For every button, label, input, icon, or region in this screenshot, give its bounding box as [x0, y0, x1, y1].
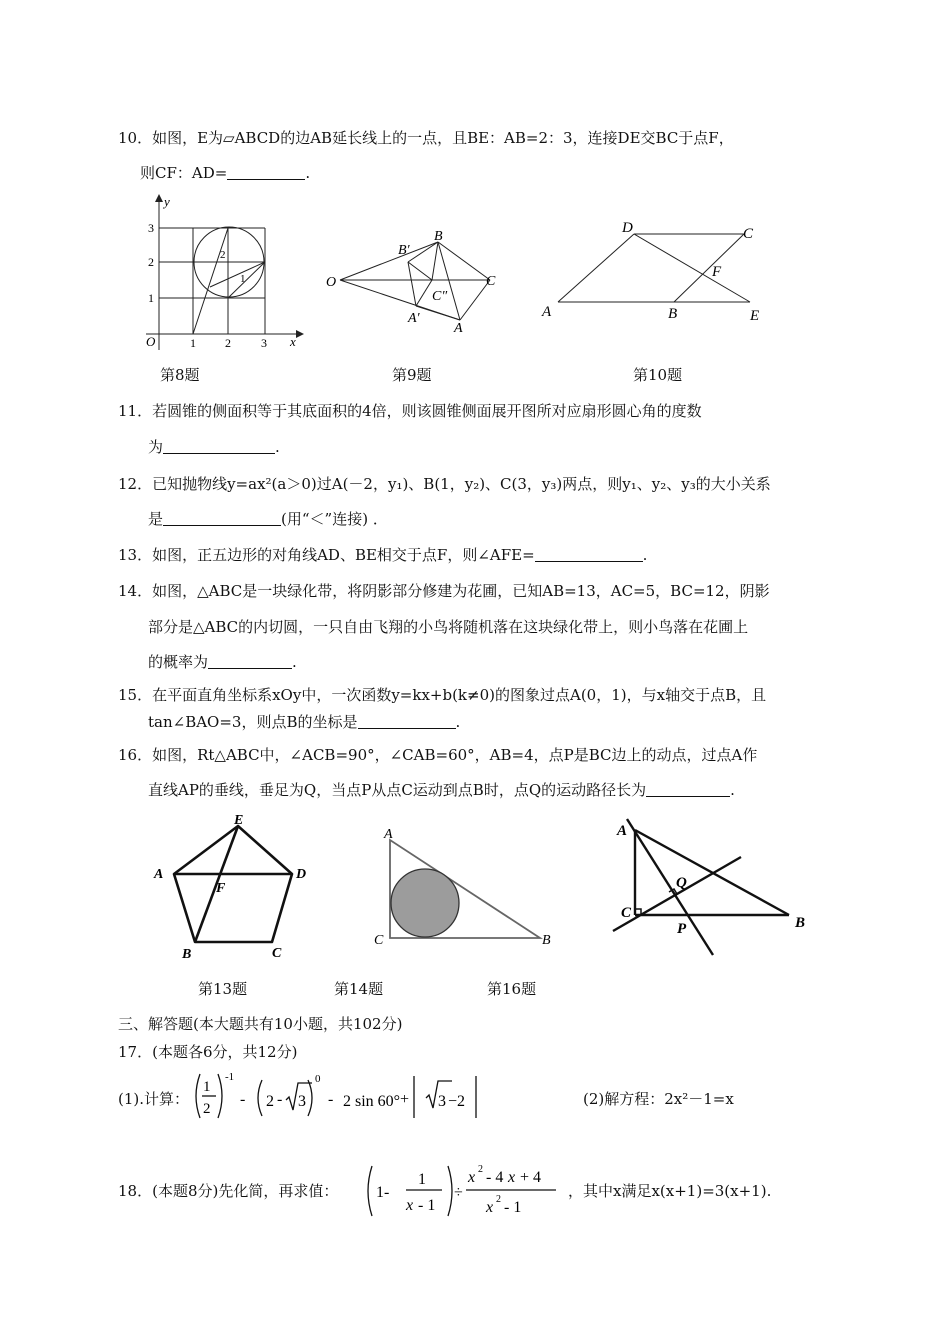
svg-text:2 sin 60°: 2 sin 60°	[343, 1093, 401, 1110]
fig16-P: P	[677, 921, 687, 937]
q12-line1: 12．已知抛物线y=ax²(a＞0)过A(－2，y₁)、B(1，y₂)、C(3，y₃)两点，则y₁、y₂、y₃的大小关系	[118, 475, 771, 493]
q14-answer-blank	[208, 654, 292, 669]
figure-13	[150, 812, 320, 962]
q16-prompt: 直线AP的垂线，垂足为Q，当点P从点C运动到点B时，点Q的运动路径长为	[148, 781, 647, 799]
fig9-C-double-prime: C″	[432, 289, 448, 304]
svg-text:1: 1	[418, 1171, 426, 1188]
q13-answer-blank	[535, 547, 643, 562]
q13-line1	[118, 545, 647, 565]
caption-fig8: 第8题	[160, 366, 200, 384]
fig16-Q: Q	[676, 875, 687, 891]
svg-text:- 1: - 1	[418, 1197, 436, 1214]
fig14-B: B	[542, 933, 551, 948]
fig14-A: A	[384, 827, 393, 842]
figure-10	[538, 216, 768, 326]
fig10-B: B	[668, 306, 678, 322]
svg-text:x: x	[486, 1199, 494, 1216]
svg-text:3: 3	[298, 1093, 306, 1110]
figure-16	[605, 815, 815, 960]
q15-answer-blank	[358, 714, 456, 729]
fig13-B: B	[182, 947, 192, 962]
fig8-tick-x2: 2	[225, 336, 231, 350]
fig14-C: C	[374, 933, 384, 948]
caption-fig13: 第13题	[198, 980, 248, 998]
fig13-A: A	[154, 867, 164, 882]
q10-end: .	[305, 164, 311, 182]
fig10-D: D	[622, 220, 633, 236]
q12-prompt: 是	[148, 510, 164, 528]
fig8-origin-label: O	[146, 334, 156, 349]
q14-line3	[148, 652, 297, 672]
svg-text:1: 1	[203, 1079, 211, 1095]
q11-end: .	[275, 438, 280, 456]
fig9-A-prime: A′	[408, 311, 420, 326]
svg-text:x: x	[406, 1197, 414, 1214]
q17-heading: 17．(本题各6分，共12分)	[118, 1043, 298, 1061]
q14-line1: 14．如图，△ABC是一块绿化带，将阴影部分修建为花圃，已知AB=13，AC=5，BC=12，阴影	[118, 582, 770, 600]
svg-text:3: 3	[438, 1093, 446, 1110]
q16-line1: 16．如图，Rt△ABC中，∠ACB=90°，∠CAB=60°，AB=4，点P是BC边上的动点，过点A作	[118, 746, 758, 764]
caption-fig9: 第9题	[392, 366, 432, 384]
q14-end: .	[292, 653, 297, 671]
q13-text: 13．如图，正五边形的对角线AD、BE相交于点F，则∠AFE=	[118, 546, 535, 564]
svg-text:2: 2	[266, 1093, 274, 1110]
fig13-C: C	[272, 946, 282, 961]
figure-8	[140, 192, 310, 352]
fig8-tick-y2: 2	[148, 255, 154, 269]
q17-part2: (2)解方程：2x²－1=x	[583, 1090, 734, 1108]
q11-answer-blank	[163, 439, 275, 454]
svg-text:-: -	[277, 1091, 283, 1108]
svg-text:- 1: - 1	[504, 1199, 522, 1216]
fig8-y-label: y	[164, 194, 170, 209]
svg-text:-1: -1	[225, 1071, 235, 1083]
q10-prompt: 则CF：AD=	[140, 164, 228, 182]
svg-text:0: 0	[315, 1073, 321, 1085]
fig8-tick-x3: 3	[261, 336, 267, 350]
svg-text:+ 4: + 4	[520, 1169, 542, 1186]
q11-prompt: 为	[148, 438, 164, 456]
svg-text:-: -	[328, 1091, 334, 1108]
q16-answer-blank	[646, 782, 730, 797]
svg-text:1-: 1-	[376, 1184, 390, 1201]
fig10-C: C	[743, 226, 754, 242]
q11-line2	[148, 437, 280, 457]
svg-text:x: x	[508, 1169, 516, 1186]
fig8-tick-y3: 3	[148, 221, 154, 235]
svg-text:+: +	[400, 1091, 410, 1108]
fig9-B: B	[434, 229, 443, 244]
q17-part1-label: (1).计算：	[118, 1090, 190, 1108]
q11-line1: 11．若圆锥的侧面积等于其底面积的4倍，则该圆锥侧面展开图所对应扇形圆心角的度数	[118, 402, 702, 420]
q13-end: .	[642, 546, 648, 564]
q15-prompt: tan∠BAO=3，则点B的坐标是	[148, 713, 358, 731]
fig10-E: E	[750, 308, 760, 324]
fig8-tick-x1: 1	[190, 336, 196, 350]
caption-fig10: 第10题	[633, 366, 683, 384]
svg-text:2: 2	[496, 1194, 501, 1205]
fig10-A: A	[542, 304, 552, 320]
q10-line1: 10．如图，E为▱ABCD的边AB延长线上的一点，且BE：AB=2：3，连接DE交BC于点F，	[118, 129, 734, 147]
fig13-F: F	[216, 881, 226, 896]
fig9-C: C	[486, 274, 496, 289]
fig8-tick-y1: 1	[148, 291, 154, 305]
fig10-F: F	[712, 264, 722, 280]
figure-14	[370, 822, 560, 952]
svg-text:2: 2	[478, 1164, 483, 1175]
svg-text:−2: −2	[448, 1093, 466, 1110]
svg-text:-: -	[240, 1091, 246, 1108]
fig9-B-prime: B′	[398, 243, 410, 258]
caption-fig16: 第16题	[487, 980, 537, 998]
q10-line2	[140, 163, 310, 183]
fig16-C: C	[621, 905, 632, 921]
q14-prompt: 的概率为	[148, 653, 209, 671]
fig13-E: E	[234, 813, 244, 828]
fig8-x-label: x	[290, 334, 296, 349]
q12-answer-blank	[163, 511, 281, 526]
q14-line2: 部分是△ABC的内切圆，一只自由飞翔的小鸟将随机落在这块绿化带上，则小鸟落在花圃上	[148, 618, 749, 636]
fig9-A: A	[454, 321, 463, 336]
fig13-D: D	[296, 867, 307, 882]
caption-fig14: 第14题	[334, 980, 384, 998]
q17-part1-formula	[188, 1066, 478, 1128]
fig8-inner-2: 2	[220, 249, 226, 261]
q16-line2	[148, 780, 735, 800]
q15-end: .	[455, 713, 461, 731]
q15-line2	[148, 712, 460, 732]
svg-text:x: x	[468, 1169, 476, 1186]
q18-heading: 18．(本题8分)先化简，再求值：	[118, 1182, 339, 1200]
q18-formula	[362, 1160, 568, 1222]
q12-end: (用“＜”连接) ．	[281, 510, 388, 528]
fig16-A: A	[617, 823, 628, 839]
q12-line2	[148, 509, 388, 529]
fig16-B: B	[795, 915, 806, 931]
q15-line1: 15．在平面直角坐标系xOy中，一次函数y=kx+b(k≠0)的图象过点A(0，1)，与x轴交于点B，且	[118, 686, 767, 704]
q16-end: .	[730, 781, 735, 799]
svg-text:- 4: - 4	[486, 1169, 504, 1186]
figure-9	[320, 222, 510, 344]
fig8-inner-1: 1	[240, 273, 246, 285]
svg-text:÷: ÷	[454, 1184, 463, 1201]
svg-text:2: 2	[203, 1101, 211, 1117]
q10-answer-blank	[227, 165, 305, 180]
section-3-heading: 三、解答题(本大题共有10小题，共102分)	[118, 1015, 403, 1033]
q18-condition: ，其中x满足x(x+1)=3(x+1).	[568, 1182, 772, 1200]
fig9-O: O	[326, 275, 337, 290]
